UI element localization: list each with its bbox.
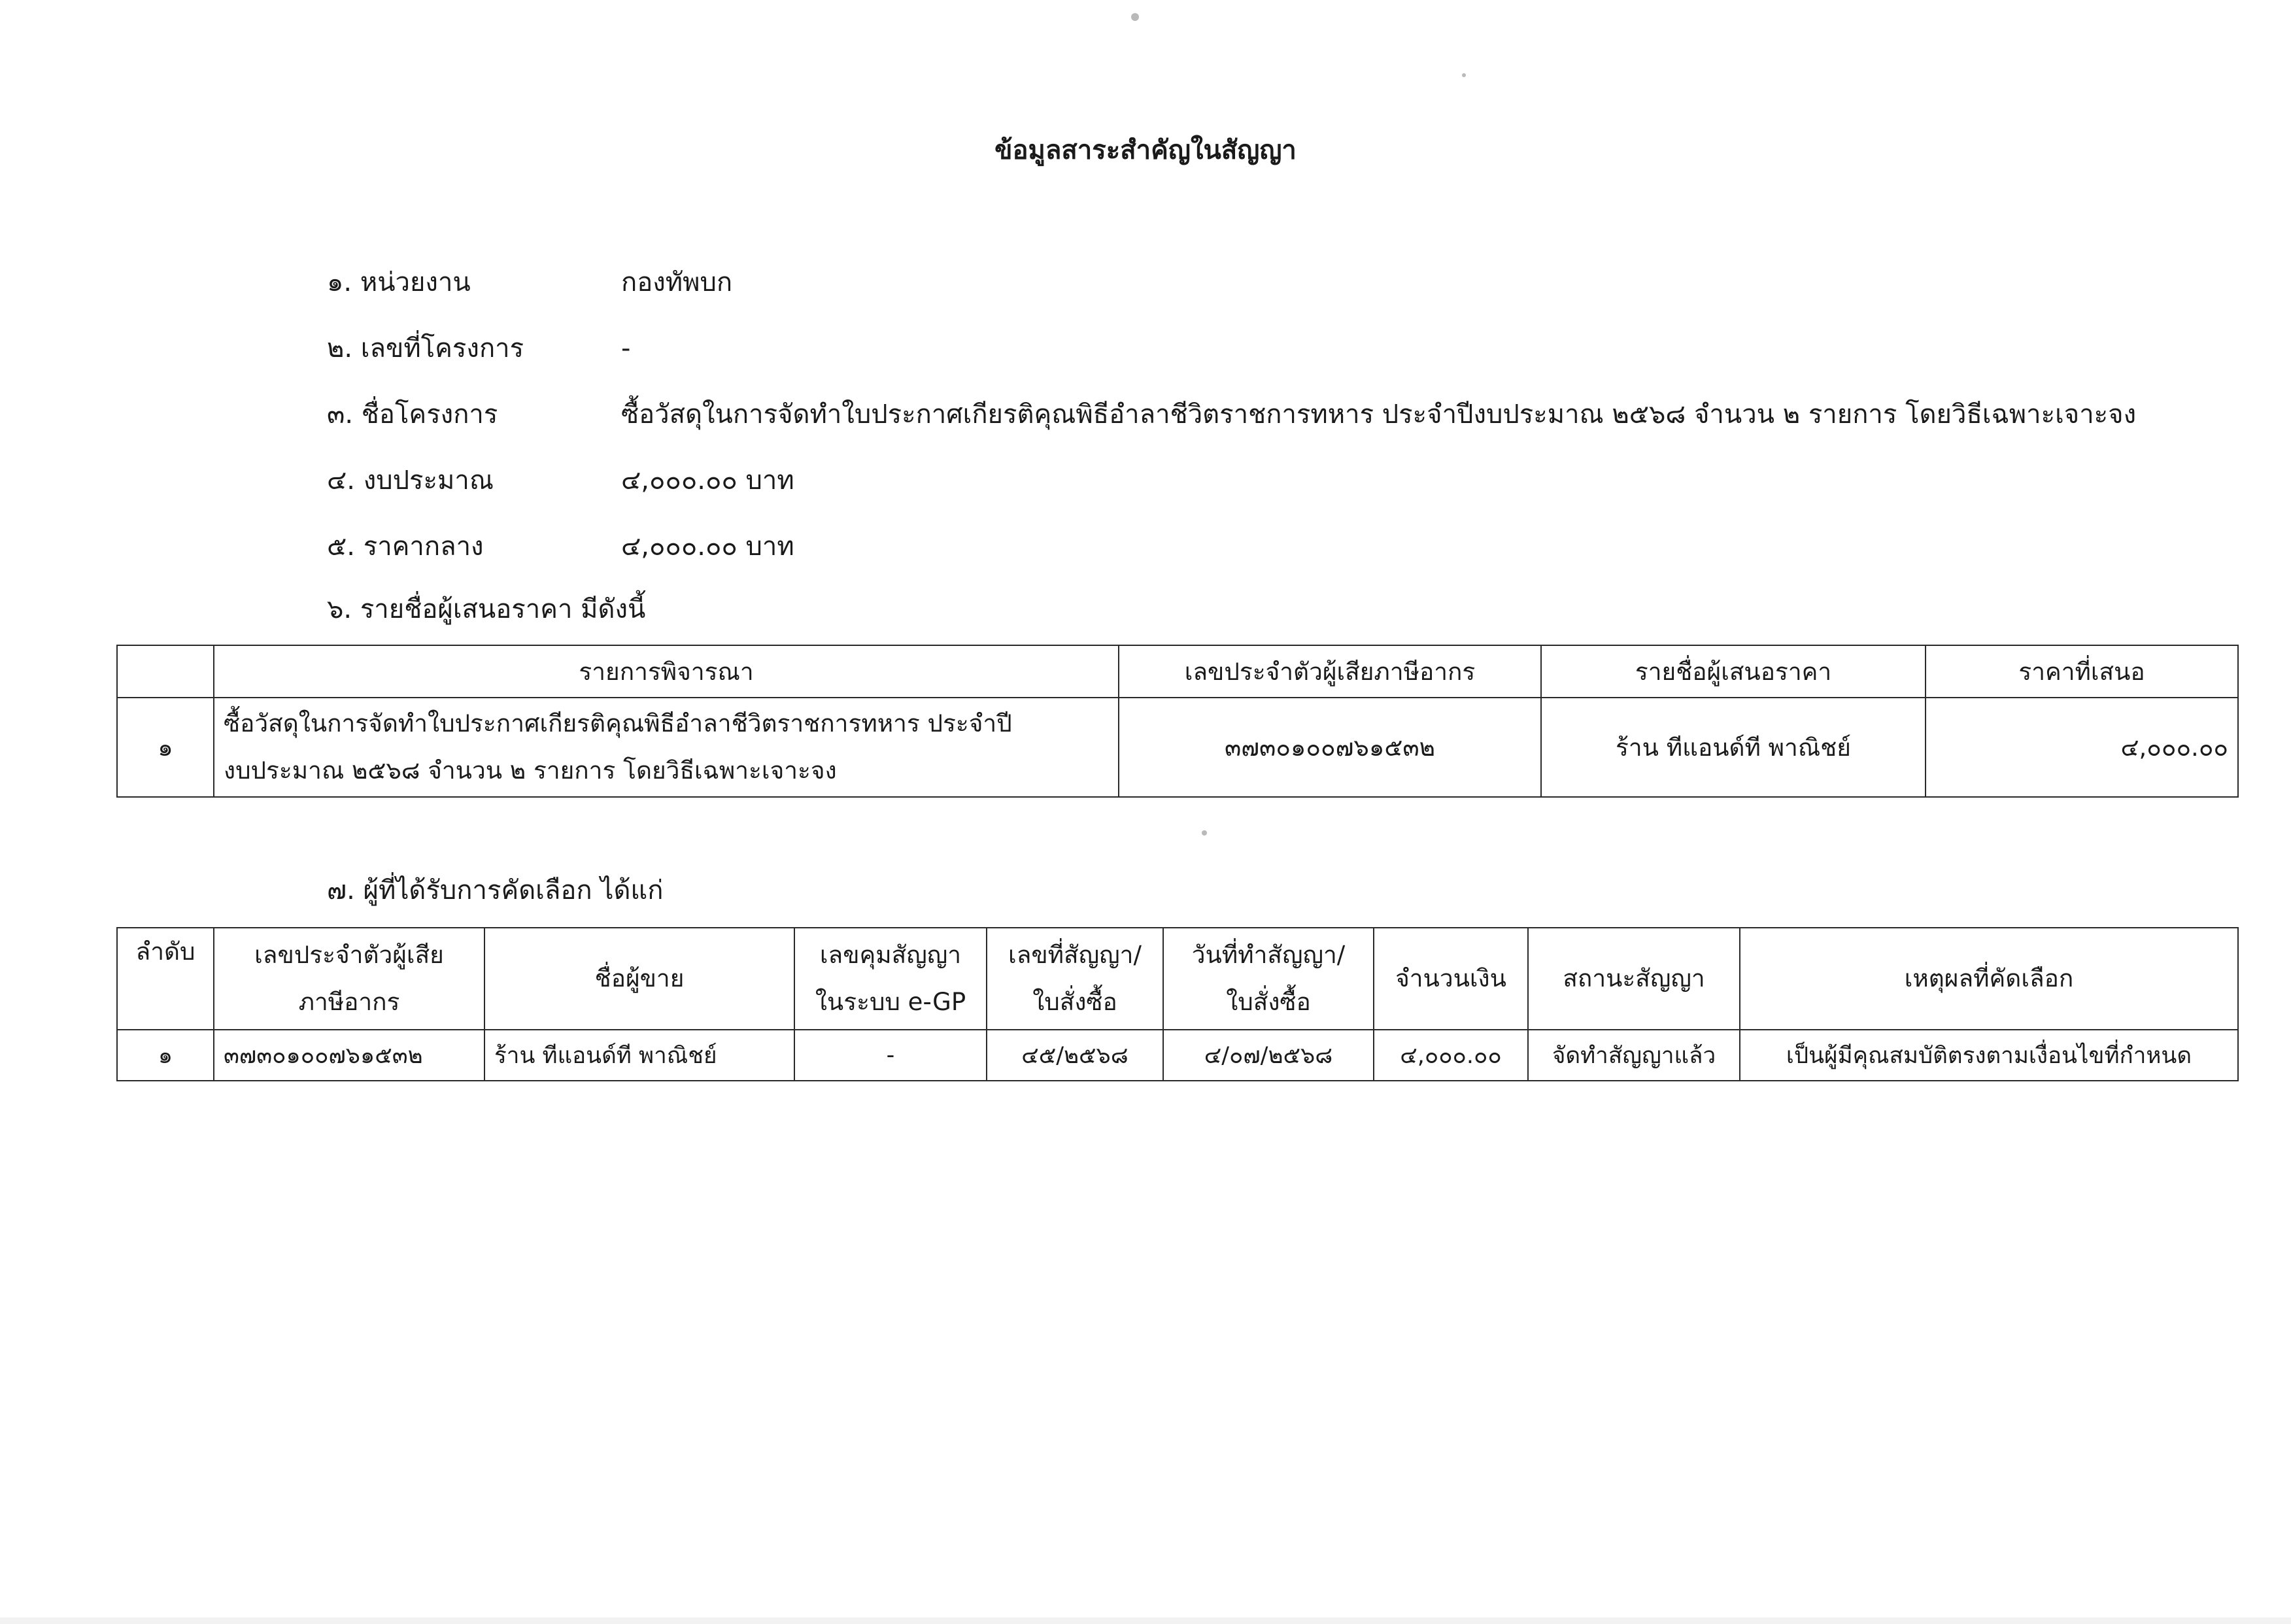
header-cell <box>117 928 214 1030</box>
header-cell <box>1740 928 2238 1030</box>
contract-status: จัดทำสัญญาแล้ว <box>1528 1030 1740 1081</box>
bidder-name: ร้าน ทีแอนด์ที พาณิชย์ <box>1541 698 1926 797</box>
field-label: ๒. เลขที่โครงการ <box>327 333 524 364</box>
contract-date: ๔/๐๗/๒๕๖๘ <box>1163 1030 1374 1081</box>
item-description <box>214 698 1119 797</box>
table-row <box>117 698 2238 797</box>
selection-reason: เป็นผู้มีคุณสมบัติตรงตามเงื่อนไขที่กำหนด <box>1740 1030 2238 1081</box>
row-number: ๑ <box>117 1030 214 1081</box>
header-text: ใบสั่งซื้อ <box>1032 988 1117 1016</box>
header-text: ลำดับ <box>135 938 195 966</box>
header-cell <box>214 928 484 1030</box>
header-cell: รายชื่อผู้เสนอราคา <box>1541 645 1926 698</box>
header-text: เลขคุมสัญญา <box>819 941 962 969</box>
scan-speck <box>1202 830 1207 836</box>
header-cell <box>987 928 1163 1030</box>
field-value: ๔,๐๐๐.๐๐ บาท <box>621 532 794 562</box>
selected-table <box>116 927 2239 1081</box>
scan-bottom-edge <box>0 1617 2291 1624</box>
header-text: เหตุผลที่คัดเลือก <box>1904 964 2074 992</box>
header-cell <box>1374 928 1528 1030</box>
header-text: สถานะสัญญา <box>1563 964 1705 992</box>
bidders-table <box>116 645 2239 798</box>
header-text: จำนวนเงิน <box>1395 964 1506 992</box>
bidders-heading: ๖. รายชื่อผู้เสนอราคา มีดังนี้ <box>327 594 646 624</box>
header-text: เลขที่สัญญา/ <box>1008 941 1142 969</box>
contract-number: ๔๕/๒๕๖๘ <box>987 1030 1163 1081</box>
field-label: ๔. งบประมาณ <box>327 465 494 496</box>
header-cell: รายการพิจารณา <box>214 645 1119 698</box>
header-text: เลขประจำตัวผู้เสีย <box>254 941 444 969</box>
egp-control-number: - <box>794 1030 987 1081</box>
tax-id: ๓๗๓๐๑๐๐๗๖๑๕๓๒ <box>214 1030 484 1081</box>
field-value: - <box>621 333 631 364</box>
tax-id: ๓๗๓๐๑๐๐๗๖๑๕๓๒ <box>1119 698 1541 797</box>
header-text: วันที่ทำสัญญา/ <box>1191 941 1346 969</box>
field-label: ๓. ชื่อโครงการ <box>327 399 498 430</box>
header-cell <box>117 645 214 698</box>
header-text: ชื่อผู้ขาย <box>594 964 685 992</box>
scan-speck <box>1131 13 1139 21</box>
item-line: งบประมาณ ๒๕๖๘ จำนวน ๒ รายการ โดยวิธีเฉพาะเจาะจง <box>224 756 837 785</box>
header-cell <box>1528 928 1740 1030</box>
seller-name: ร้าน ทีแอนด์ที พาณิชย์ <box>484 1030 794 1081</box>
field-value: ซื้อวัสดุในการจัดทำใบประกาศเกียรติคุณพิธีอำลาชีวิตราชการทหาร ประจำปีงบประมาณ ๒๕๖๘ จำนวน ๒ รายการ โดยวิธีเฉพาะเจาะจง <box>621 399 2137 430</box>
row-number: ๑ <box>117 698 214 797</box>
field-value: กองทัพบก <box>621 267 733 297</box>
item-line: ซื้อวัสดุในการจัดทำใบประกาศเกียรติคุณพิธีอำลาชีวิตราชการทหาร ประจำปี <box>224 709 1012 737</box>
document-title: ข้อมูลสาระสำคัญในสัญญา <box>994 135 1297 165</box>
header-text: ภาษีอากร <box>298 988 400 1016</box>
offered-price: ๔,๐๐๐.๐๐ <box>1926 698 2238 797</box>
contract-amount: ๔,๐๐๐.๐๐ <box>1374 1030 1528 1081</box>
header-text: ในระบบ e-GP <box>815 988 966 1016</box>
field-label: ๑. หน่วยงาน <box>327 267 471 297</box>
header-cell: เลขประจำตัวผู้เสียภาษีอากร <box>1119 645 1541 698</box>
field-value: ๔,๐๐๐.๐๐ บาท <box>621 465 794 496</box>
header-cell <box>794 928 987 1030</box>
table-header-row <box>117 645 2238 698</box>
header-cell <box>1163 928 1374 1030</box>
selected-heading: ๗. ผู้ที่ได้รับการคัดเลือก ได้แก่ <box>327 875 664 905</box>
header-cell <box>484 928 794 1030</box>
header-cell: ราคาที่เสนอ <box>1926 645 2238 698</box>
header-text: ใบสั่งซื้อ <box>1226 988 1311 1016</box>
field-label: ๕. ราคากลาง <box>327 532 484 562</box>
table-row <box>117 1030 2238 1081</box>
scan-speck <box>1462 73 1466 77</box>
table-header-row <box>117 928 2238 1030</box>
